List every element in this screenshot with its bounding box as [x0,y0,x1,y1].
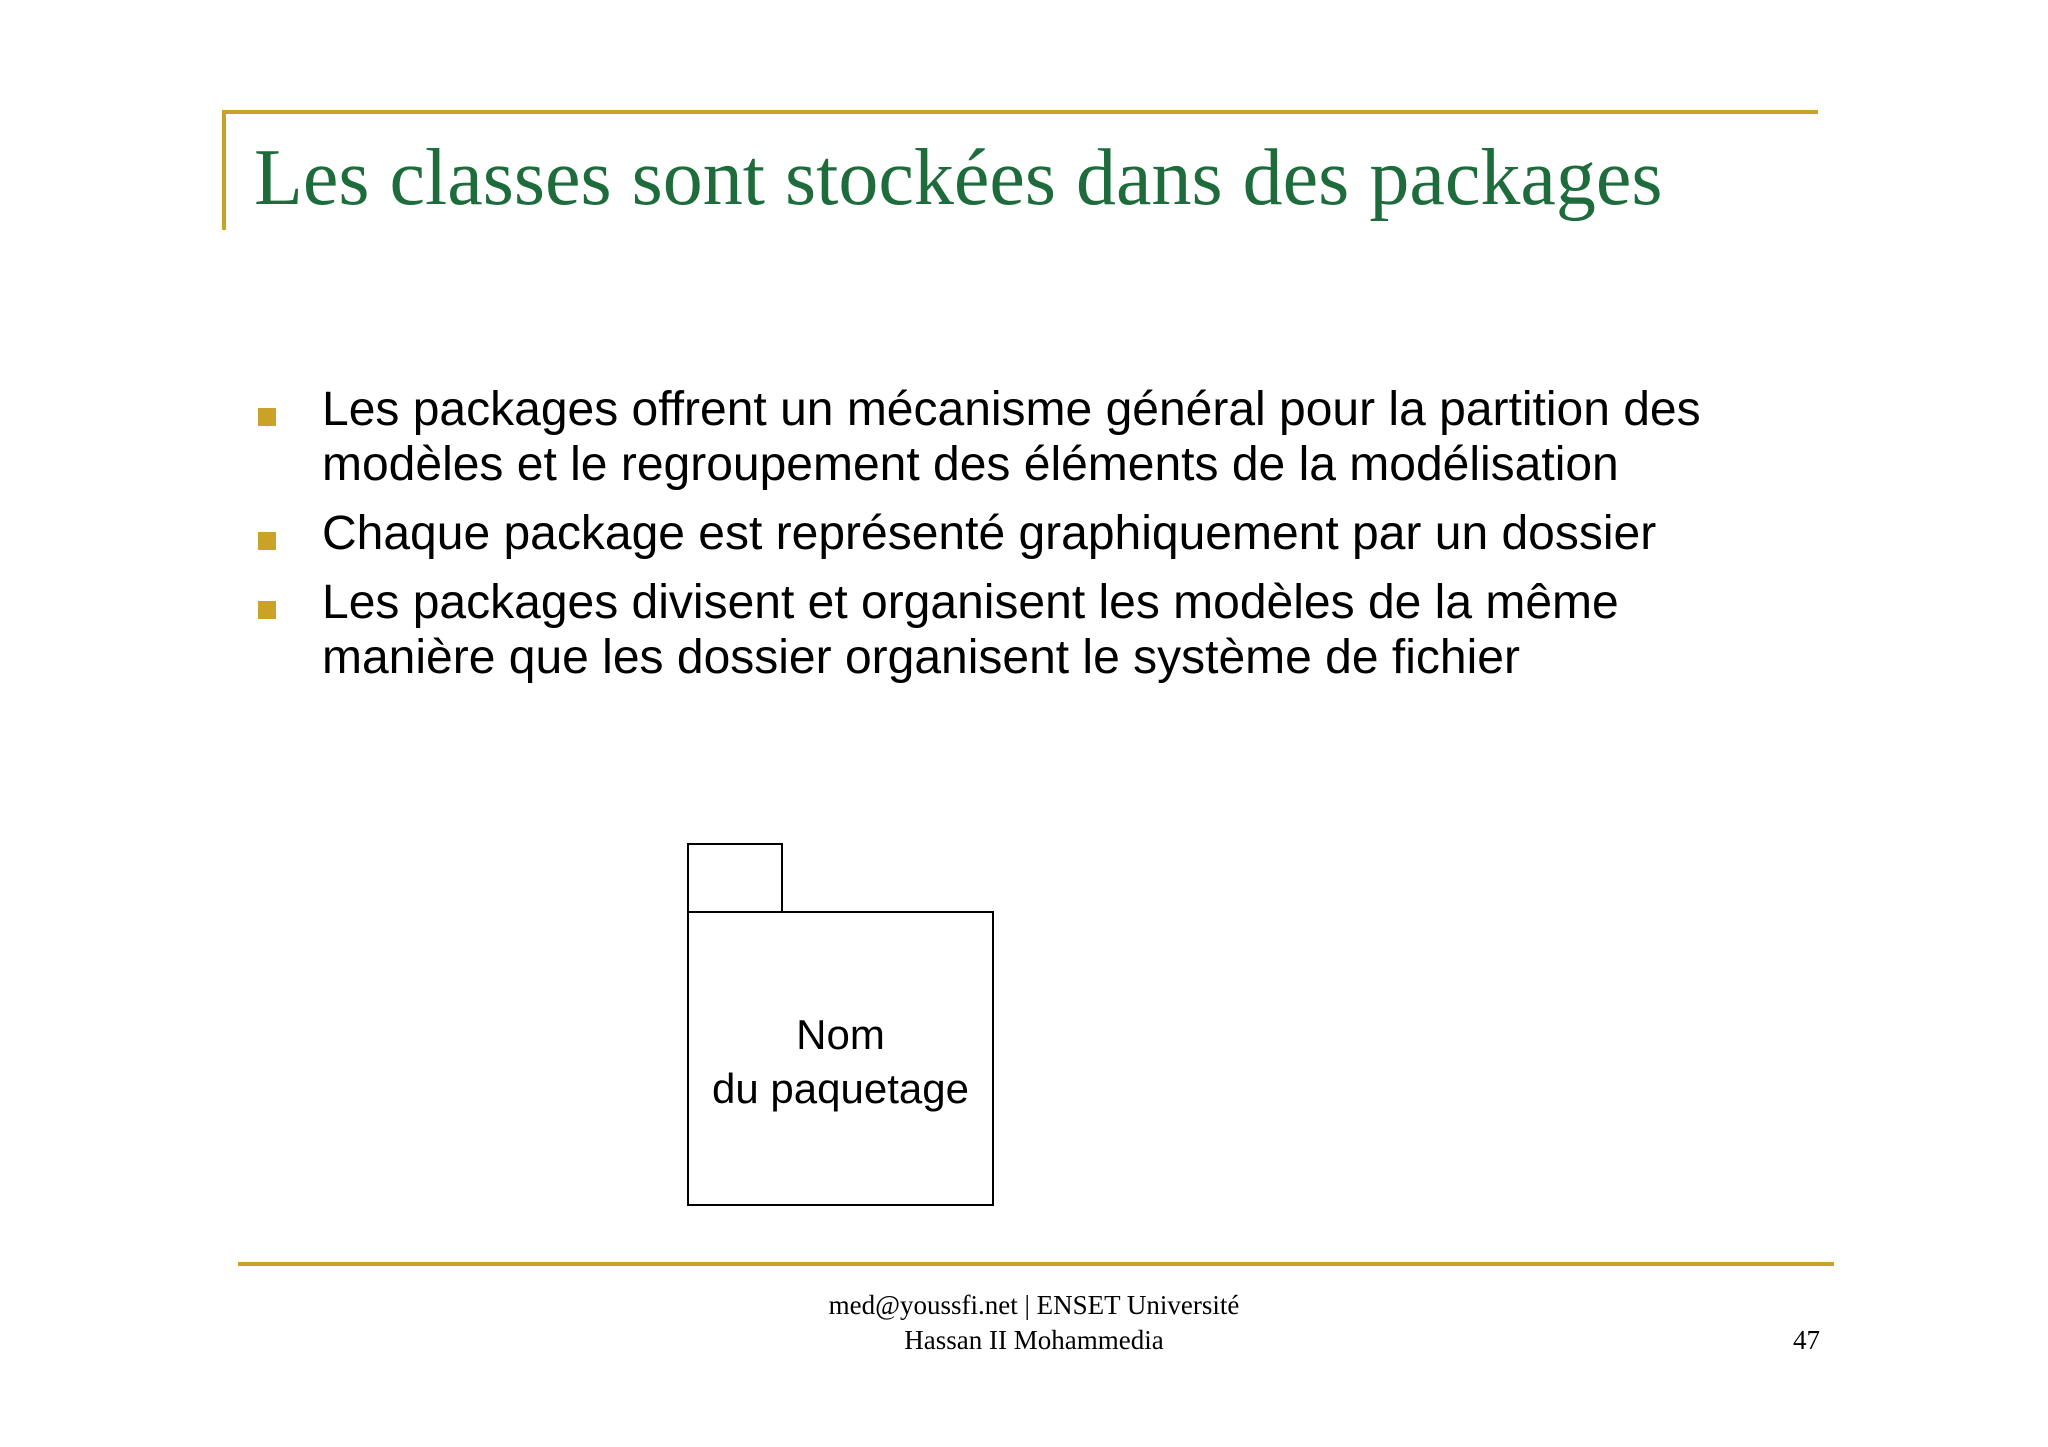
package-label-line: du paquetage [712,1065,969,1112]
bullet-line: modèles et le regroupement des éléments de la modélisation [322,438,1619,491]
footer-rule [238,1262,1834,1266]
square-bullet-icon [258,532,276,550]
package-tab [687,843,783,913]
package-label-line: Nom [796,1011,885,1058]
footer-line: med@youssfi.net | ENSET Université [828,1290,1240,1320]
title-top-rule [222,110,1818,114]
bullet-line: Les packages offrent un mécanisme général pour la partition des [322,383,1701,436]
square-bullet-icon [258,601,276,619]
bullet-item [256,575,1816,685]
page-number: 47 [1793,1325,1820,1355]
square-bullet-icon [258,408,276,426]
package-label [689,1008,992,1116]
bullet-list [256,382,1816,699]
title-left-rule [222,110,226,230]
bullet-line: Les packages divisent et organisent les modèles de la même [322,576,1619,629]
bullet-item [256,382,1816,492]
bullet-line: manière que les dossier organisent le système de fichier [322,631,1520,684]
slide-title: Les classes sont stockées dans des packages [254,134,1663,222]
bullet-line: Chaque package est représenté graphiquement par un dossier [322,507,1657,560]
footer [700,1288,1368,1358]
bullet-item [256,506,1816,561]
footer-line: Hassan II Mohammedia [904,1325,1164,1355]
